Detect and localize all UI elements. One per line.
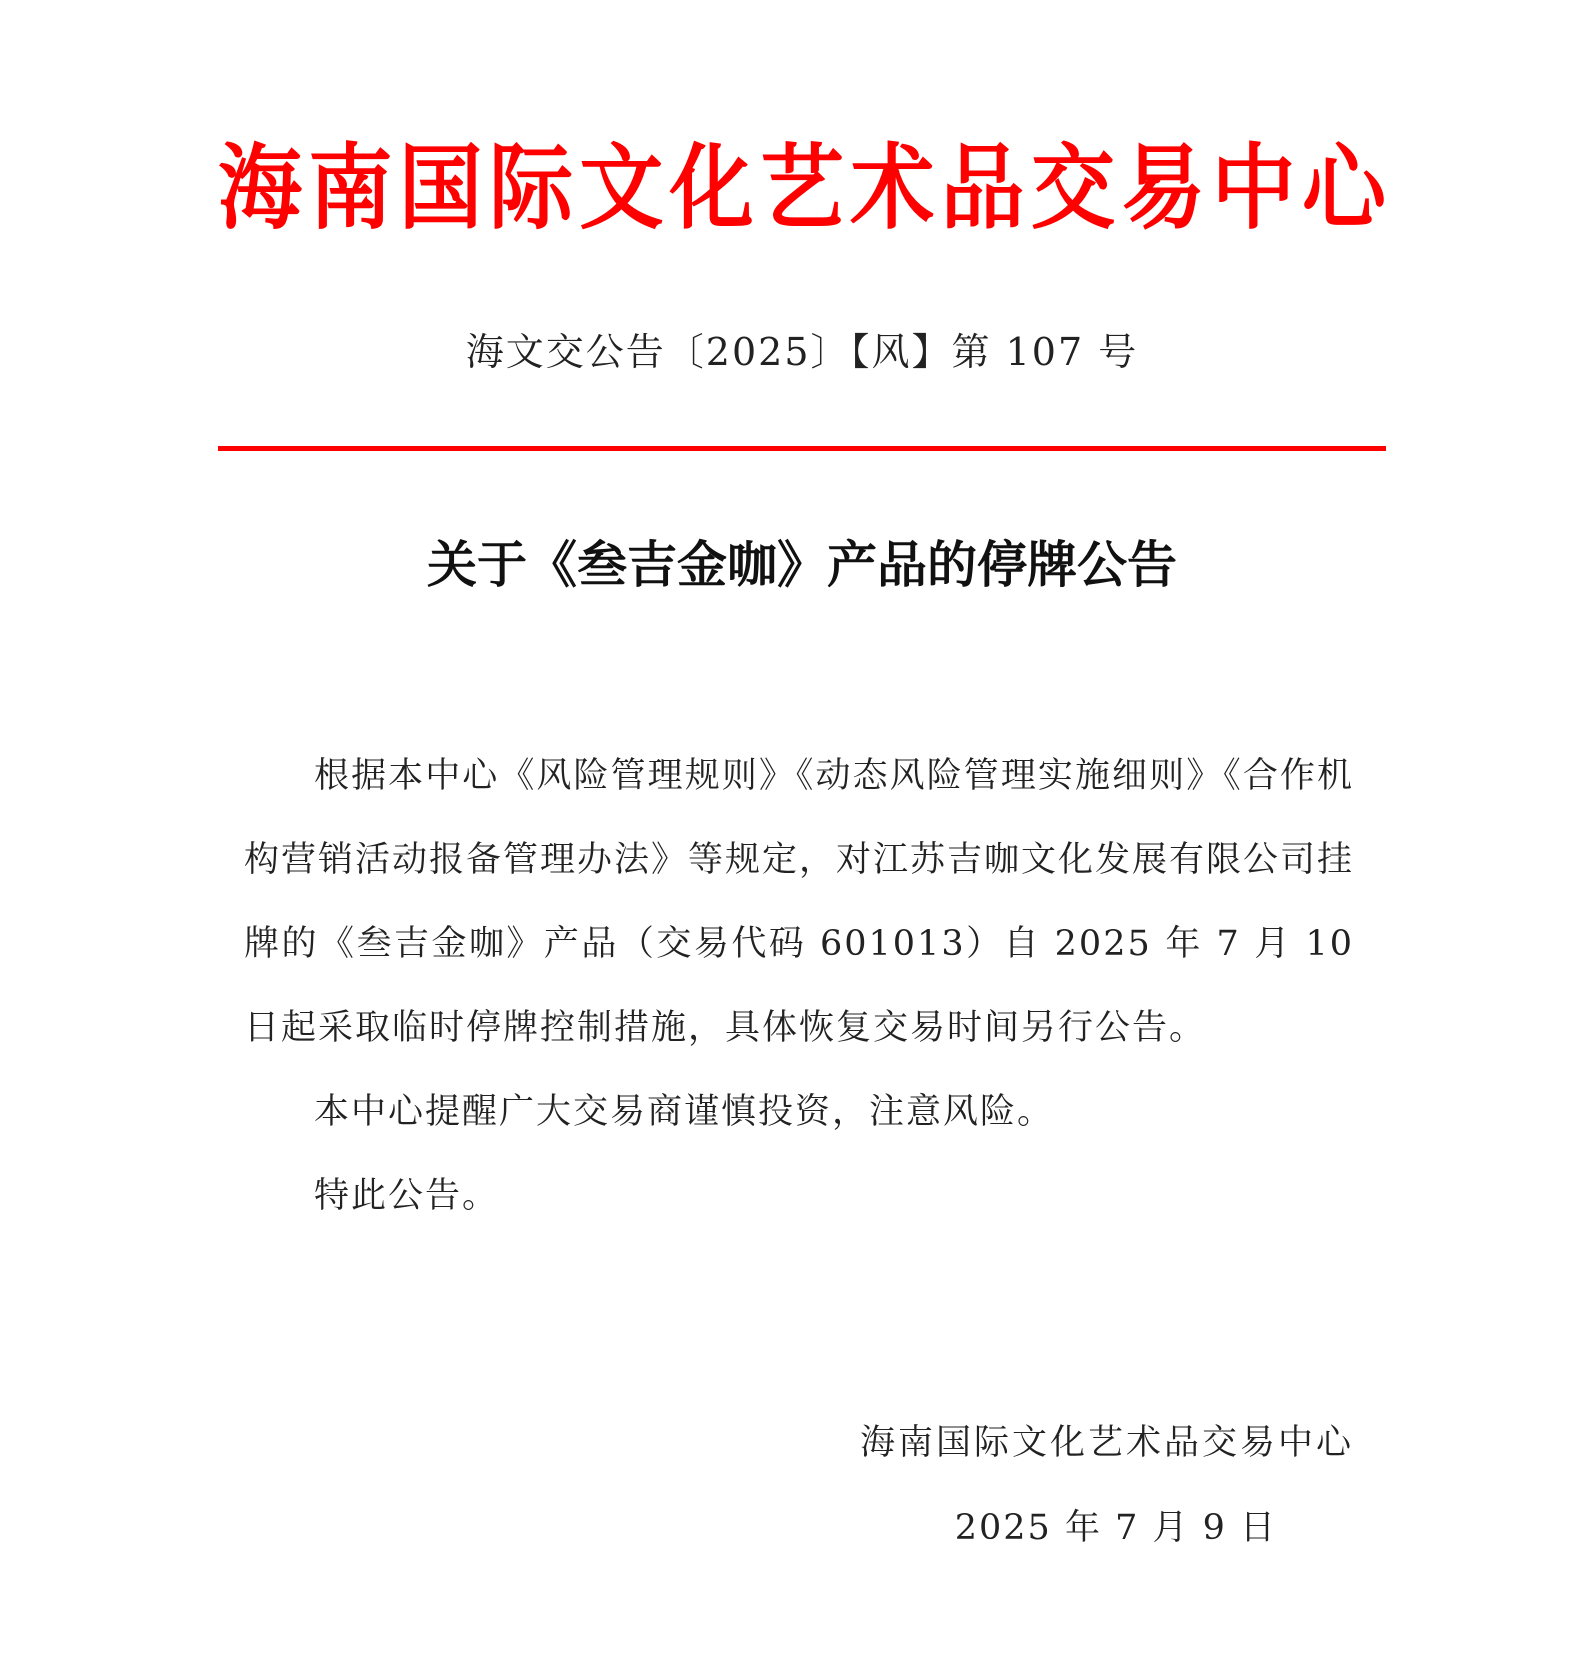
header-char: 艺	[759, 133, 844, 242]
header-char: 际	[488, 133, 573, 242]
header-char: 品	[940, 133, 1025, 242]
document-number: 海文交公告〔2025〕【风】第 107 号	[465, 330, 1139, 374]
header-char: 交	[1030, 133, 1115, 242]
body-paragraph: 根据本中心《风险管理规则》《动态风险管理实施细则》《合作机构营销活动报备管理办法》等规定，对江苏吉咖文化发展有限公司挂牌的《叁吉金咖》产品（交易代码 601013）自 2025 年 7 月 10 日起采取临时停牌控制措施，具体恢复交易时间另行公告。	[244, 756, 1355, 1048]
header-char: 术	[850, 133, 935, 242]
notice-body	[244, 734, 1354, 1238]
issuer-signature: 海南国际文化艺术品交易中心	[859, 1423, 1354, 1463]
body-paragraph: 本中心提醒广大交易商谨慎投资，注意风险。	[314, 1092, 1055, 1132]
header-char: 文	[579, 133, 664, 242]
body-paragraph: 特此公告。	[314, 1176, 500, 1216]
header-char: 易	[1121, 133, 1206, 242]
header-char: 国	[398, 133, 483, 242]
header-char: 化	[669, 133, 754, 242]
header-char: 海	[218, 133, 303, 242]
issue-date: 2025 年 7 月 9 日	[954, 1508, 1277, 1548]
header-char: 心	[1301, 133, 1386, 242]
organization-header	[218, 128, 1386, 248]
header-char: 南	[308, 133, 393, 242]
header-char: 中	[1211, 133, 1296, 242]
notice-title: 关于《叁吉金咖》产品的停牌公告	[427, 535, 1177, 594]
red-divider-rule	[218, 446, 1386, 451]
